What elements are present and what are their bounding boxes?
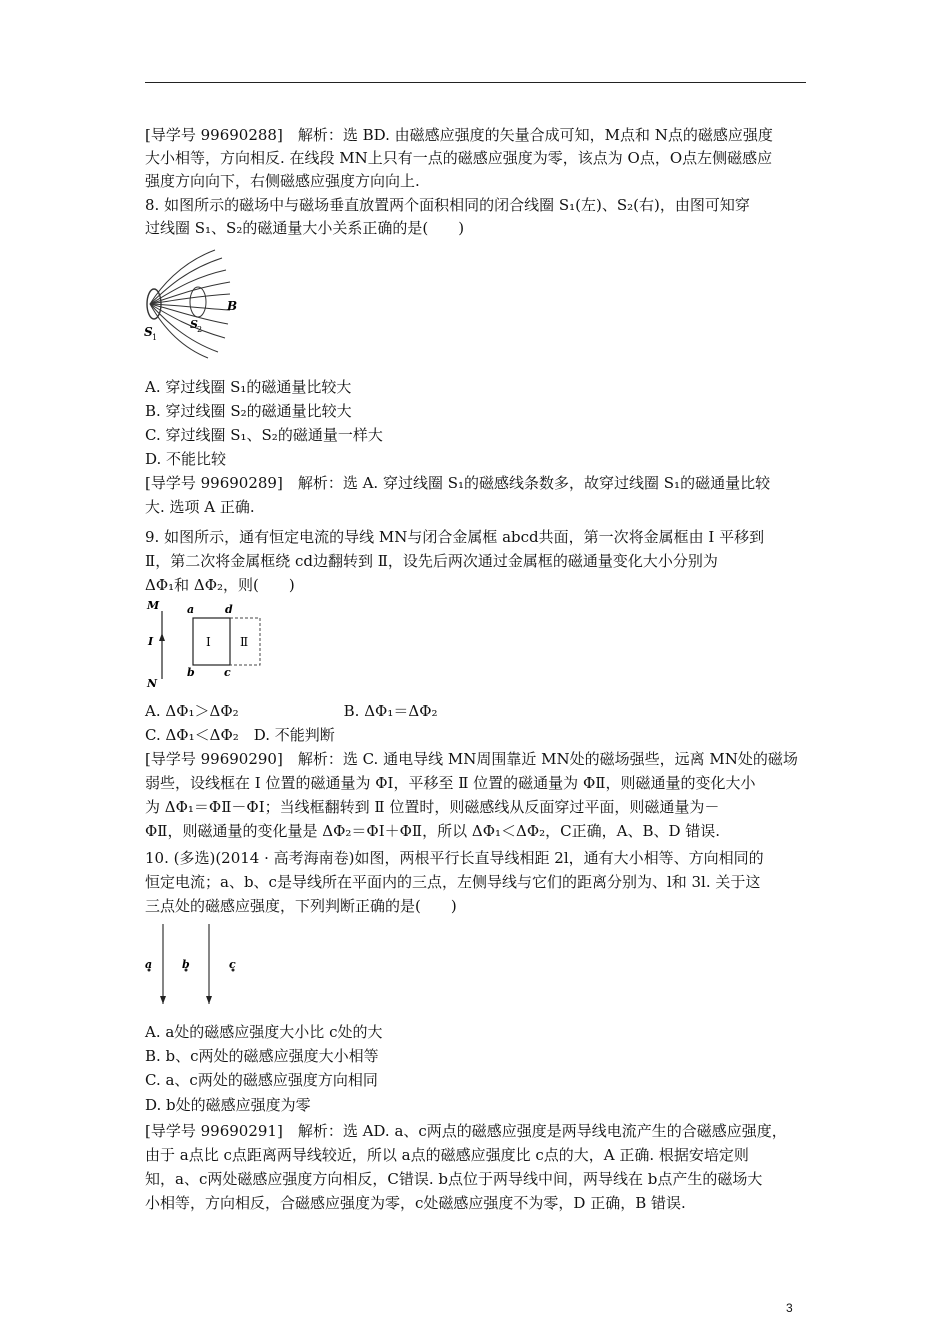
text-line: 强度方向向下，右侧磁感应强度方向向上. <box>145 172 420 190</box>
text-line: [导学号 99690288] 解析：选 BD. 由磁感应强度的矢量合成可知，M点和 N点的磁感应强度 <box>145 126 773 144</box>
option-d: D. 不能比较 <box>145 450 227 468</box>
text-line: [导学号 99690291] 解析：选 AD. a、c两点的磁感应强度是两导线电流产生的合磁感应强度， <box>145 1122 787 1140</box>
text-line: 知，a、c两处磁感应强度方向相反，C错误. b点位于两导线中间，两导线在 b点产生的磁场大 <box>145 1170 763 1188</box>
text-line: 由于 a点比 c点距离两导线较近，所以 a点的磁感应强度比 c点的大，A 正确. 根据安培定则 <box>145 1146 749 1164</box>
option-b: B. 穿过线圈 S₂的磁通量比较大 <box>145 402 352 420</box>
region-2-label: Ⅱ <box>240 635 249 649</box>
point-a-label: a <box>145 958 153 971</box>
text-line: ΔΦ₁和 ΔΦ₂，则( ) <box>145 576 295 594</box>
magnetic-field-figure <box>140 248 250 360</box>
s1-label: S <box>144 325 153 339</box>
question-9: 9. 如图所示，通有恒定电流的导线 MN与闭合金属框 abcd共面，第一次将金属框由 Ⅰ 平移到 <box>145 528 765 546</box>
question-8: 8. 如图所示的磁场中与磁场垂直放置两个面积相同的闭合线圈 S₁(左)、S₂(右)，由图可知穿 <box>145 196 750 214</box>
text-line: 三点处的磁感应强度，下列判断正确的是( ) <box>145 897 457 915</box>
text-line: Ⅱ，第二次将金属框绕 cd边翻转到 Ⅱ，设先后两次通过金属框的磁通量变化大小分别为 <box>145 552 718 570</box>
header-rule <box>145 82 806 83</box>
text-line: 大小相等，方向相反. 在线段 MN上只有一点的磁感应强度为零，该点为 O点，O点左侧磁感应 <box>145 149 773 167</box>
text-line: 小相等，方向相反，合磁感应强度为零，c处磁感应强度不为零，D 正确，B 错误. <box>145 1194 686 1212</box>
option-b: B. b、c两处的磁感应强度大小相等 <box>145 1047 379 1065</box>
text-line: 恒定电流；a、b、c是导线所在平面内的三点，左侧导线与它们的距离分别为、l和 3l. 关于这 <box>145 873 761 891</box>
label-c: c <box>224 666 231 679</box>
b-label: B <box>227 299 238 313</box>
point-c-label: c <box>229 958 236 971</box>
wire-frame-figure <box>140 597 270 692</box>
page-number: 3 <box>786 1301 793 1315</box>
label-a: a <box>187 603 195 616</box>
label-n: N <box>147 677 158 690</box>
label-b: b <box>187 666 195 679</box>
option-a: A. 穿过线圈 S₁的磁通量比较大 <box>145 378 352 396</box>
text-line: ΦⅡ，则磁通量的变化量是 ΔΦ₂＝ΦⅠ＋ΦⅡ，所以 ΔΦ₁＜ΔΦ₂，C正确，A、B、D 错误. <box>145 822 721 840</box>
text-line: [导学号 99690290] 解析：选 C. 通电导线 MN周围靠近 MN处的磁场强些，远离 MN处的磁场 <box>145 750 798 768</box>
label-current: I <box>148 635 154 648</box>
label-m: M <box>147 599 160 612</box>
s1-subscript: 1 <box>152 333 158 342</box>
s2-label: S <box>190 318 198 331</box>
text-line: [导学号 99690289] 解析：选 A. 穿过线圈 S₁的磁感线条数多，故穿过线圈 S₁的磁通量比较 <box>145 474 771 492</box>
text-line: 为 ΔΦ₁＝ΦⅡ－ΦⅠ；当线框翻转到 Ⅱ 位置时，则磁感线从反面穿过平面，则磁通量为－ <box>145 798 720 816</box>
option-a: A. ΔΦ₁＞ΔΦ₂ B. ΔΦ₁＝ΔΦ₂ <box>145 702 438 720</box>
text-line: 弱些，设线框在 Ⅰ 位置的磁通量为 ΦⅠ，平移至 Ⅱ 位置的磁通量为 ΦⅡ，则磁通量的变化大小 <box>145 774 756 792</box>
text-line: 大. 选项 A 正确. <box>145 498 255 516</box>
parallel-wires-figure <box>140 922 250 1006</box>
label-d: d <box>225 603 233 616</box>
text-line: 过线圈 S₁、S₂的磁通量大小关系正确的是( ) <box>145 219 465 237</box>
option-c: C. 穿过线圈 S₁、S₂的磁通量一样大 <box>145 426 383 444</box>
option-c: C. ΔΦ₁＜ΔΦ₂ D. 不能判断 <box>145 726 335 744</box>
question-10: 10. (多选)(2014 · 高考海南卷)如图，两根平行长直导线相距 2l，通有大小相等、方向相同的 <box>145 849 764 867</box>
option-c: C. a、c两处的磁感应强度方向相同 <box>145 1071 378 1089</box>
region-1-label: Ⅰ <box>206 635 211 649</box>
option-a: A. a处的磁感应强度大小比 c处的大 <box>145 1023 383 1041</box>
point-b-label: b <box>182 958 190 971</box>
s2-subscript: 2 <box>197 325 203 334</box>
option-d: D. b处的磁感应强度为零 <box>145 1096 311 1114</box>
